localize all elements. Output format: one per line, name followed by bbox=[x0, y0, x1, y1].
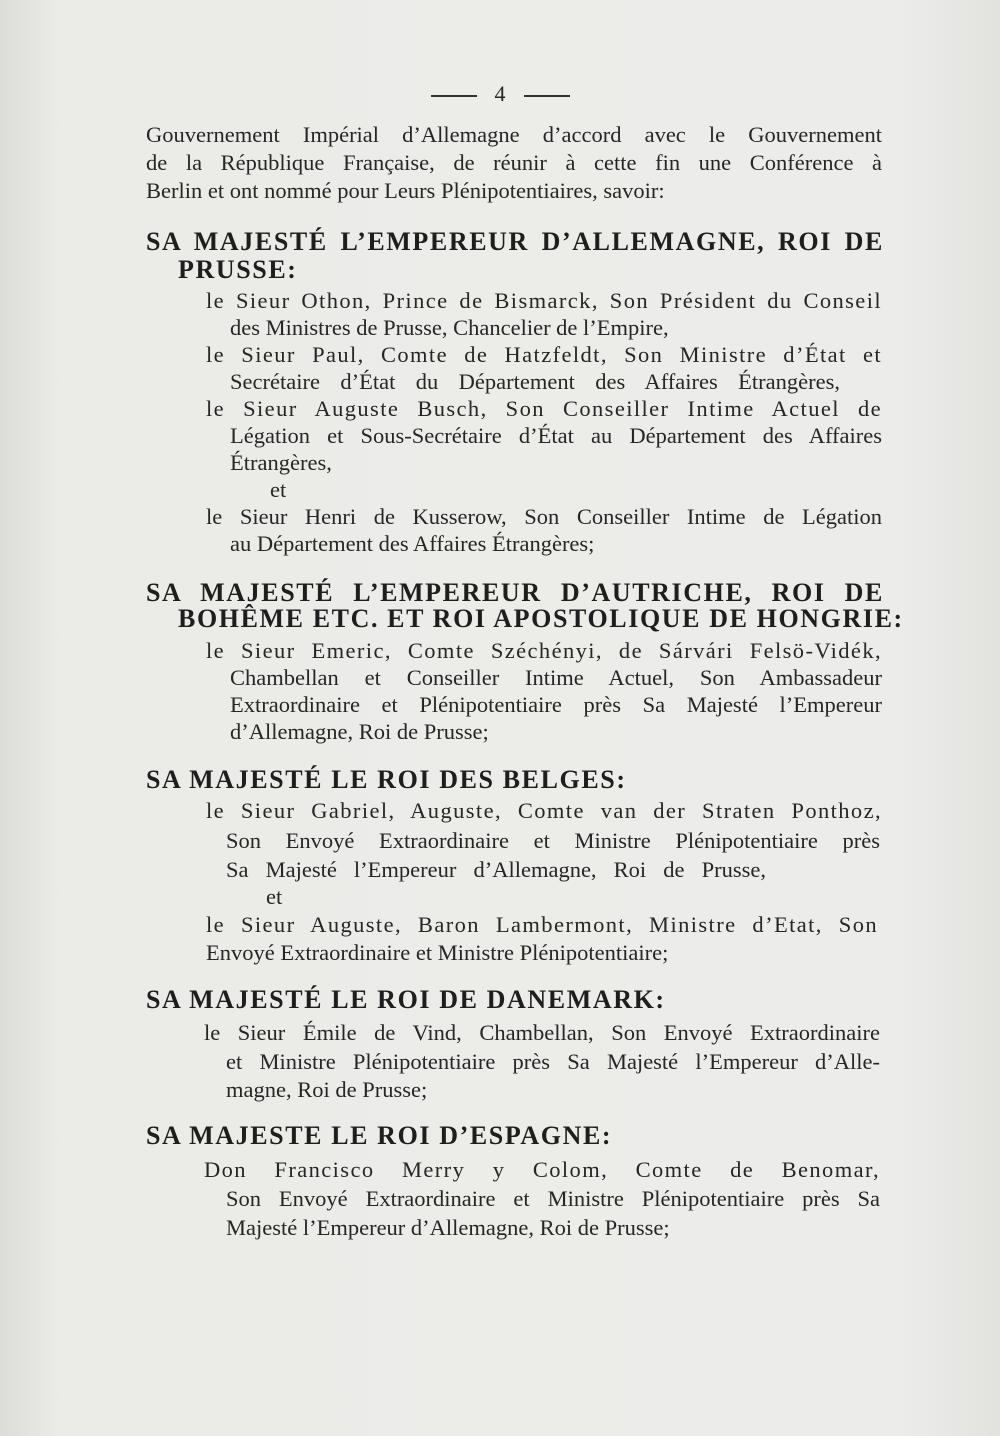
section-heading: SA MAJESTÉ LE ROI DE DANEMARK: bbox=[146, 985, 666, 1014]
plenipotentiary-line: d’Allemagne, Roi de Prusse; bbox=[230, 719, 489, 744]
plenipotentiary-line: Étrangères, bbox=[230, 450, 332, 475]
conjunction-line: et bbox=[266, 884, 283, 909]
section-heading: SA MAJESTÉ LE ROI DES BELGES: bbox=[146, 765, 627, 794]
page-number-rule-left bbox=[431, 95, 477, 97]
section-heading: BOHÊME ETC. ET ROI APOSTOLIQUE DE HONGRIE: bbox=[178, 604, 904, 633]
section-heading: PRUSSE: bbox=[178, 255, 298, 284]
section-heading: SA MAJESTE LE ROI D’ESPAGNE: bbox=[146, 1121, 613, 1150]
section-heading: SA MAJESTÉ L’EMPEREUR D’ALLEMAGNE, ROI DE bbox=[146, 227, 884, 256]
plenipotentiary-line: au Département des Affaires Étrangères; bbox=[230, 531, 595, 556]
plenipotentiary-line: le Sieur Émile de Vind, Chambellan, Son Envoyé Extraordinaire bbox=[204, 1020, 880, 1045]
page-number-rule-right bbox=[524, 95, 570, 97]
plenipotentiary-line: Secrétaire d’État du Département des Affaires Étrangères, bbox=[230, 369, 840, 394]
plenipotentiary-line: le Sieur Auguste, Baron Lambermont, Ministre d’Etat, Son bbox=[206, 912, 878, 937]
plenipotentiary-line: le Sieur Auguste Busch, Son Conseiller Intime Actuel de bbox=[206, 396, 882, 421]
plenipotentiary-line: Sa Majesté l’Empereur d’Allemagne, Roi de Prusse, bbox=[226, 857, 766, 882]
plenipotentiary-line: le Sieur Othon, Prince de Bismarck, Son Président du Conseil bbox=[206, 288, 882, 313]
plenipotentiary-line: des Ministres de Prusse, Chancelier de l’Empire, bbox=[230, 315, 669, 340]
plenipotentiary-line: Don Francisco Merry y Colom, Comte de Benomar, bbox=[204, 1157, 880, 1182]
plenipotentiary-line: et Ministre Plénipotentiaire près Sa Majesté l’Empereur d’Alle- bbox=[226, 1049, 880, 1074]
plenipotentiary-line: le Sieur Emeric, Comte Széchényi, de Sárvári Felsö-Vidék, bbox=[206, 638, 882, 663]
intro-line: de la République Française, de réunir à cette fin une Conférence à bbox=[146, 150, 882, 175]
plenipotentiary-line: Envoyé Extraordinaire et Ministre Plénipotentiaire; bbox=[206, 940, 669, 965]
plenipotentiary-line: magne, Roi de Prusse; bbox=[226, 1077, 428, 1102]
plenipotentiary-line: le Sieur Paul, Comte de Hatzfeldt, Son Ministre d’État et bbox=[206, 342, 882, 367]
plenipotentiary-line: Légation et Sous-Secrétaire d’État au Département des Affaires bbox=[230, 423, 882, 448]
plenipotentiary-line: Majesté l’Empereur d’Allemagne, Roi de Prusse; bbox=[226, 1215, 670, 1240]
plenipotentiary-line: Chambellan et Conseiller Intime Actuel, Son Ambassadeur bbox=[230, 665, 882, 690]
plenipotentiary-line: Extraordinaire et Plénipotentiaire près Sa Majesté l’Empereur bbox=[230, 692, 882, 717]
plenipotentiary-line: le Sieur Gabriel, Auguste, Comte van der Straten Ponthoz, bbox=[206, 798, 882, 823]
plenipotentiary-line: Son Envoyé Extraordinaire et Ministre Plénipotentiaire près Sa bbox=[226, 1186, 880, 1211]
plenipotentiary-line: le Sieur Henri de Kusserow, Son Conseiller Intime de Légation bbox=[206, 504, 882, 529]
conjunction-line: et bbox=[270, 477, 287, 502]
page-number: 4 bbox=[0, 82, 1000, 106]
section-heading: SA MAJESTÉ L’EMPEREUR D’AUTRICHE, ROI DE bbox=[146, 578, 884, 607]
intro-line: Berlin et ont nommé pour Leurs Plénipotentiaires, savoir: bbox=[146, 178, 665, 203]
plenipotentiary-line: Son Envoyé Extraordinaire et Ministre Plénipotentiaire près bbox=[226, 828, 880, 853]
intro-line: Gouvernement Impérial d’Allemagne d’accord avec le Gouvernement bbox=[146, 122, 882, 147]
